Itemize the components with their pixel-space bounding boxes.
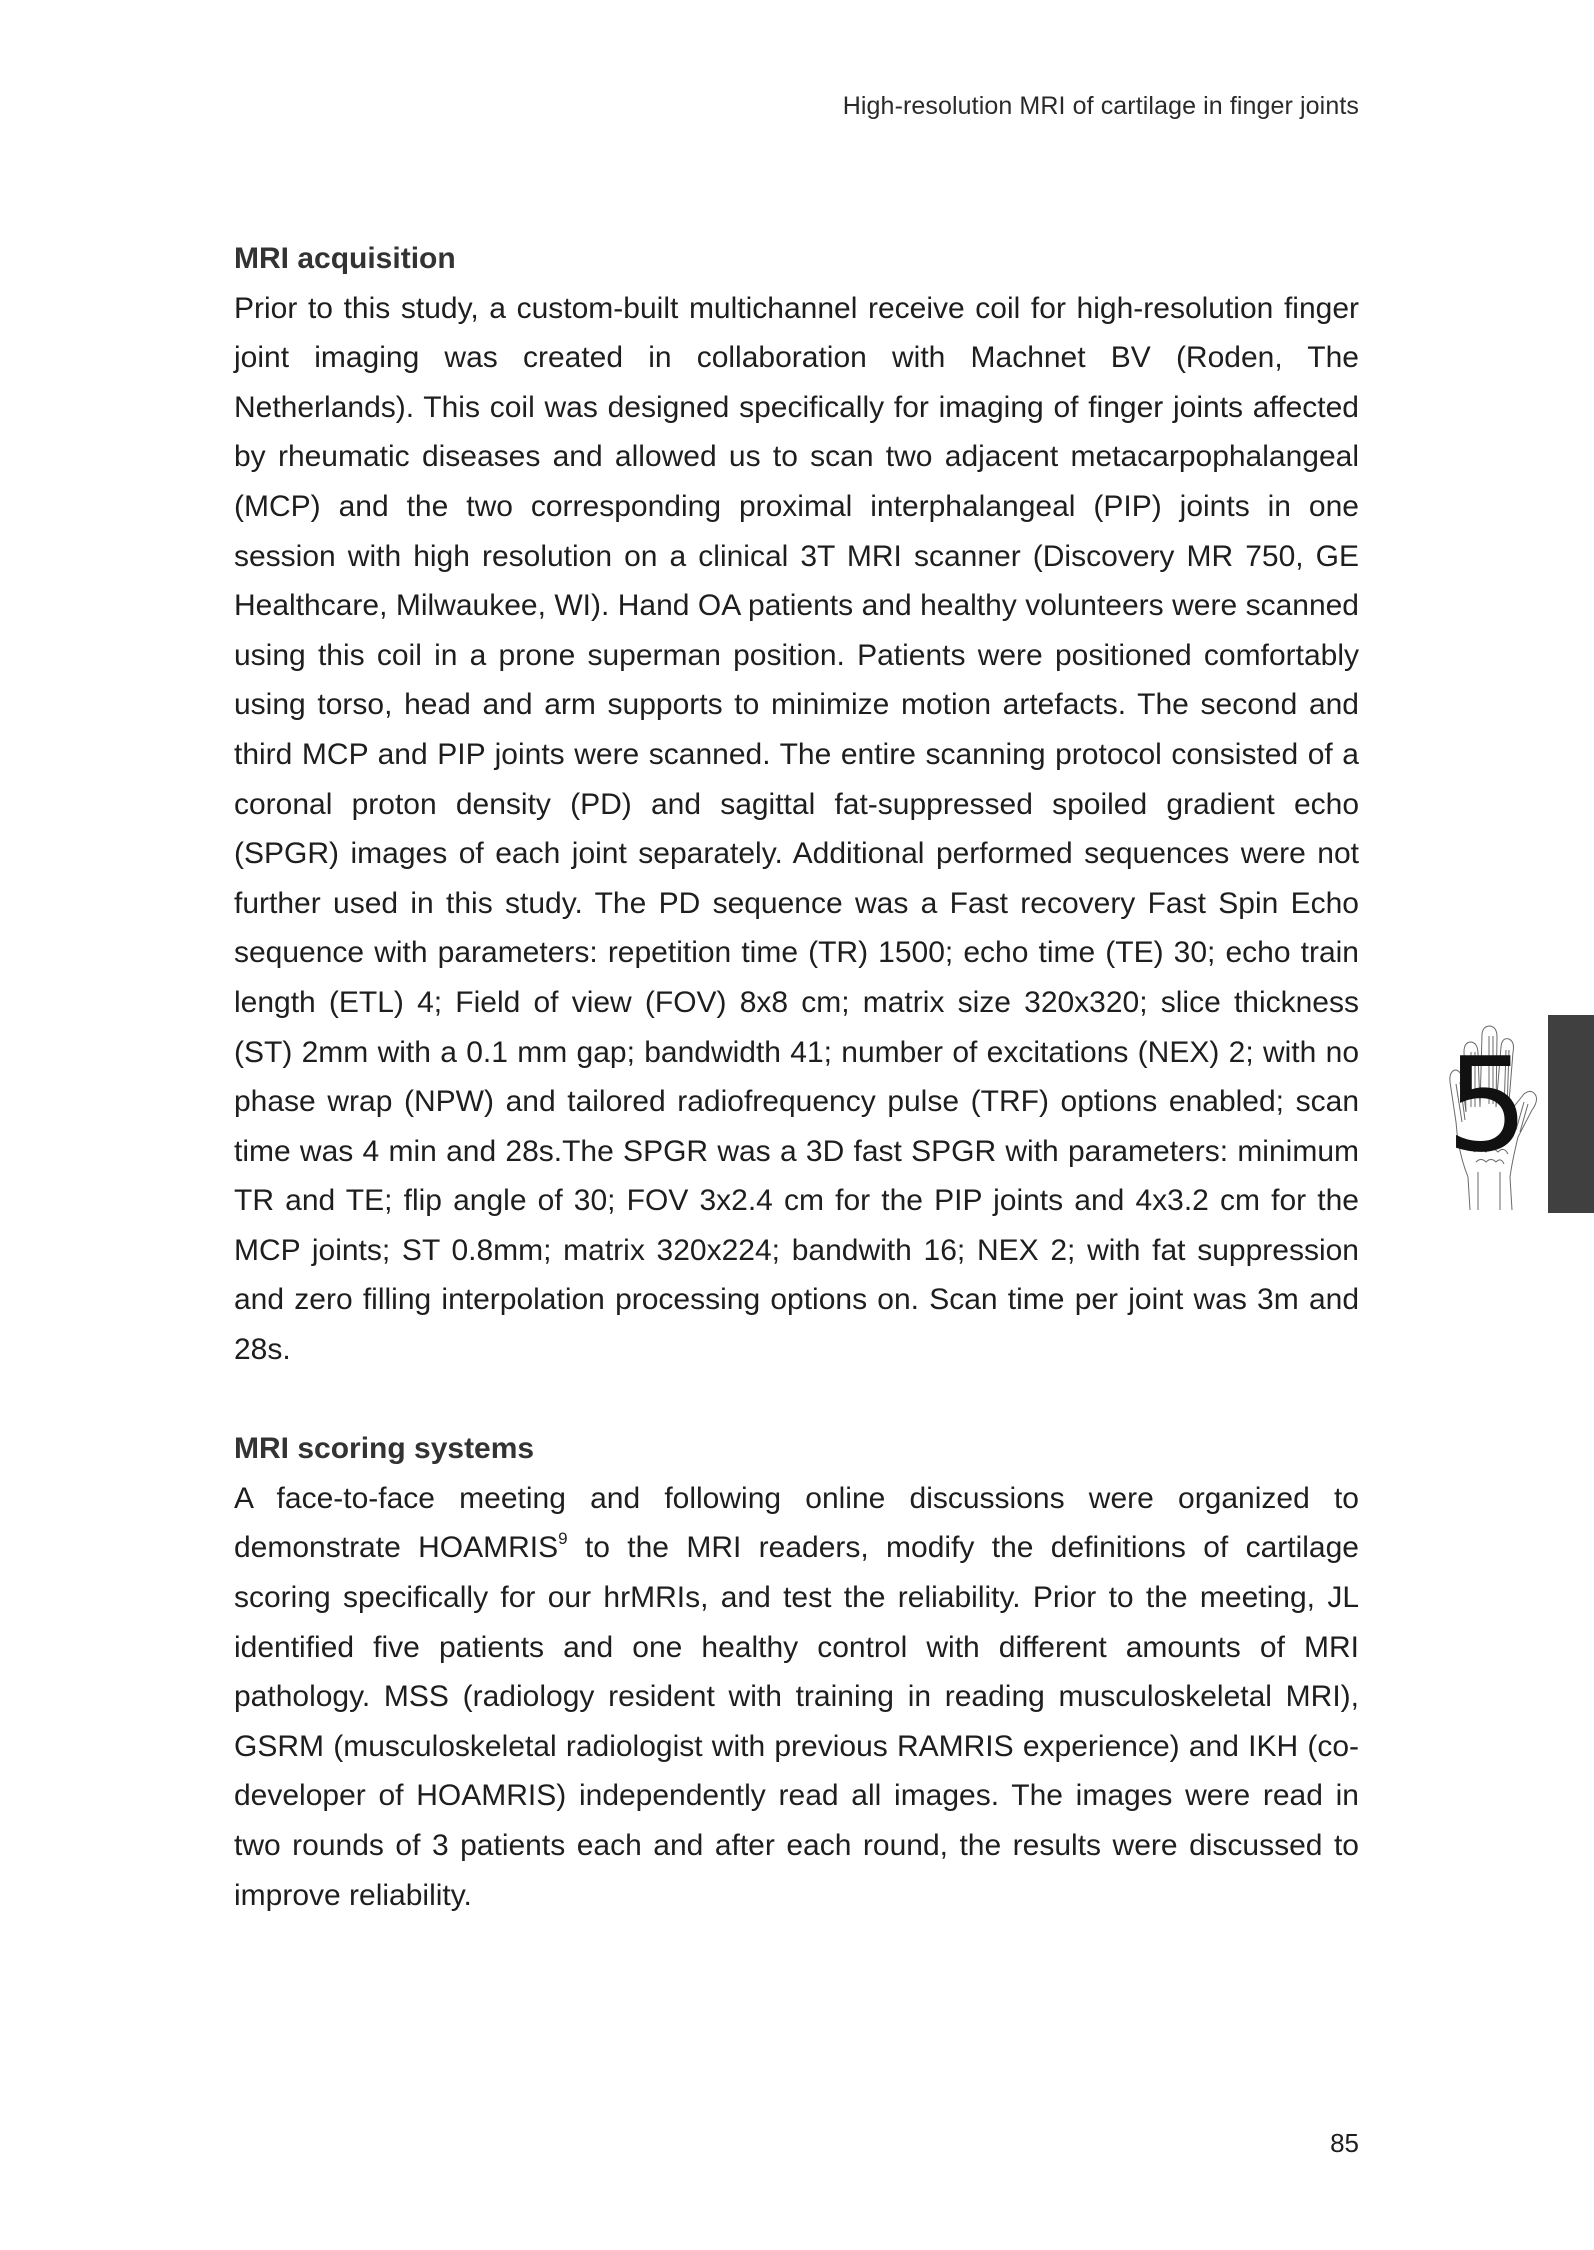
running-header: High-resolution MRI of cartilage in finger joints [842,92,1359,120]
section-heading-mri-acquisition: MRI acquisition [234,242,456,275]
section-spacer [234,1375,1359,1425]
paragraph-text-after-ref: to the MRI readers, modify the definitions of cartilage scoring specifically for our hrMRIs, and test the reliability. Prior to the meeting, JL identified five patients and one healthy control with different amounts of MRI pathology. MSS (radiology resident with training in reading musculoskeletal MRI), GSRM (musculoskeletal radiologist with previous RAMRIS experience) and IKH (co-developer of HOAMRIS) independently read all images. The images were read in two rounds of 3 patients each and after each round, the results were discussed to improve reliability. [234,1531,1359,1912]
paragraph-text-before-ref: A face-to-face meeting and following online discussions were organized to demonstrate HOAMRIS [234,1481,1359,1565]
reference-superscript[interactable]: 9 [558,1529,568,1549]
page-number: 85 [1330,2128,1359,2158]
paragraph-mri-acquisition: Prior to this study, a custom-built multichannel receive coil for high-resolution finger joint imaging was created in collaboration with Machnet BV (Roden, The Netherlands). This coil was designed specifically for imaging of finger joints affected by rheumatic diseases and allowed us to scan two adjacent metacarpophalangeal (MCP) and the two corresponding proximal interphalangeal (PIP) joints in one session with high resolution on a clinical 3T MRI scanner (Discovery MR 750, GE Healthcare, Milwaukee, WI). Hand OA patients and healthy volunteers were scanned using this coil in a prone superman position. Patients were positioned comfortably using torso, head and arm supports to minimize motion artefacts. The second and third MCP and PIP joints were scanned. The entire scanning protocol consisted of a coronal proton density (PD) and sagittal fat-suppressed spoiled gradient echo (SPGR) images of each joint separately. Additional performed sequences were not further used in this study. The PD sequence was a Fast recovery Fast Spin Echo sequence with parameters: repetition time (TR) 1500; echo time (TE) 30; echo train length (ETL) 4; Field of view (FOV) 8x8 cm; matrix size 320x320; slice thickness (ST) 2mm with a 0.1 mm gap; bandwidth 41; number of excitations (NEX) 2; with no phase wrap (NPW) and tailored radiofrequency pulse (TRF) options enabled; scan time was 4 min and 28s.The SPGR was a 3D fast SPGR with parameters: minimum TR and TE; flip angle of 30; FOV 3x2.4 cm for the PIP joints and 4x3.2 cm for the MCP joints; ST 0.8mm; matrix 320x224; bandwith 16; NEX 2; with fat suppression and zero filling interpolation processing options on. Scan time per joint was 3m and 28s. [234,291,1359,1367]
chapter-number: 5 [1446,1029,1529,1181]
paragraph-mri-scoring-systems [234,1474,1359,1920]
chapter-thumb-tab[interactable] [1548,1015,1594,1213]
page-body [234,234,1359,1920]
section-heading-mri-scoring-systems: MRI scoring systems [234,1432,535,1466]
